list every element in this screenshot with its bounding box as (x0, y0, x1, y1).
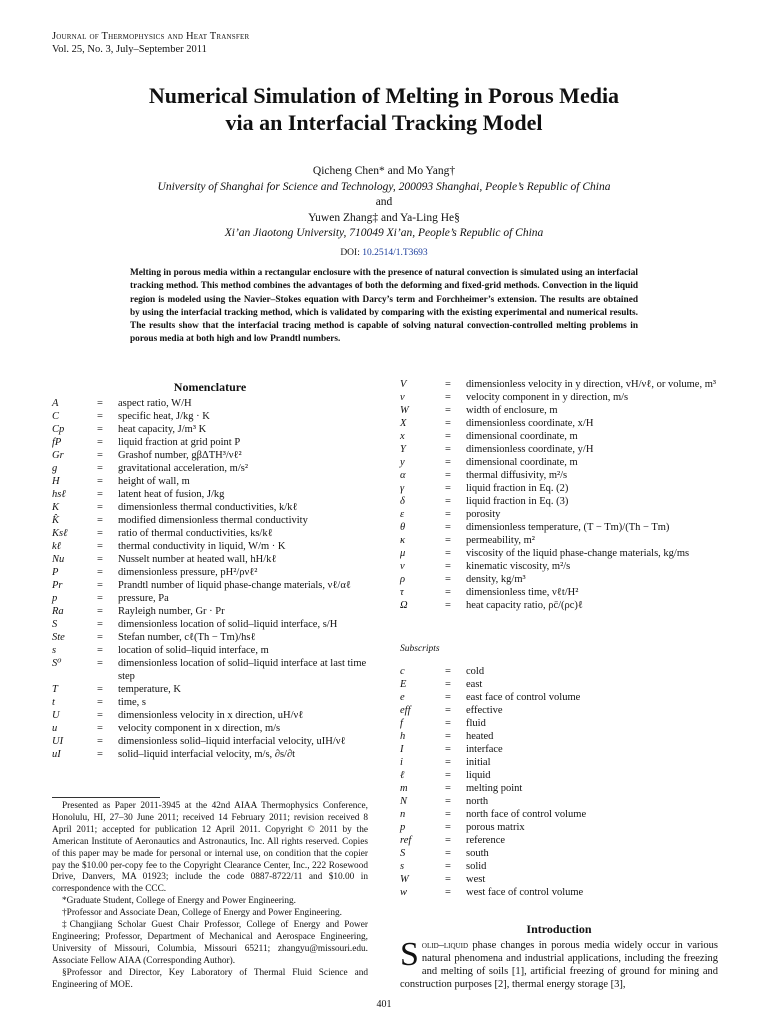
nomenclature-row (400, 521, 718, 534)
nomenclature-symbol: Ste (52, 632, 65, 643)
nomenclature-definition: south (466, 848, 489, 859)
nomenclature-row (52, 735, 368, 748)
nomenclature-row (400, 886, 718, 899)
nomenclature-definition: liquid fraction in Eq. (3) (466, 496, 569, 507)
nomenclature-row (52, 722, 368, 735)
equals-sign: = (97, 437, 103, 448)
nomenclature-row (400, 560, 718, 573)
nomenclature-row (400, 456, 718, 469)
nomenclature-definition: solid (466, 861, 487, 872)
authors-group-1: Qicheng Chen* and Mo Yang† (312, 165, 456, 177)
equals-sign: = (97, 515, 103, 526)
footnote-author-2: †Professor and Associate Dean, College of Energy and Power Engineering. (62, 908, 342, 919)
nomenclature-definition: gravitational acceleration, m/s² (118, 463, 248, 474)
nomenclature-row (400, 508, 718, 521)
nomenclature-symbol: T (52, 684, 58, 695)
nomenclature-definition: dimensionless velocity in y direction, vH/νℓ, or volume, m³ (466, 379, 717, 390)
nomenclature-definition: dimensional coordinate, m (466, 457, 578, 468)
nomenclature-row (52, 709, 368, 722)
nomenclature-row (400, 443, 718, 456)
footnote-presented: Presented as Paper 2011-3945 at the 42nd AIAA Thermophysics Conference, Honolulu, HI, 27–30 June 2011; received 14 February 2011; revision received 8 April 2011; accepted for publication 12 April 2011. Copyright © 2011 by the American Institute of Aeronautics and Astronautics, Inc. All rights reserved. Copies of this paper may be made for personal or internal use, on condition that the copier pay the $10.00 per-copy fee to the Copyright Clearance Center, Inc., 222 Rosewood Drive, Danvers, MA 01923; include the code 0887-8722/11 and $10.00 in correspondence with the CCC. (52, 801, 368, 895)
equals-sign: = (445, 483, 451, 494)
abstract: Melting in porous media within a rectangular enclosure with the presence of natural convection is simulated using an interfacial tracking method. This method combines the advantages of both the deforming and fixed-grid methods. Convection in the liquid region is modeled using the Navier–Stokes equation with Darcy’s term and Forchheimer’s extension. The results are obtained by using the interfacial tracking method, which is validated by comparing with the existing experimental and numerical results. The results show that the interfacial tracing method is capable of solving natural convection-controlled melting problems in porous media at both high and low Prandtl numbers. (130, 268, 638, 345)
nomenclature-definition: dimensionless pressure, pH²/ρνℓ² (118, 567, 258, 578)
nomenclature-symbol: n (400, 809, 406, 820)
equals-sign: = (445, 822, 451, 833)
title-line-2: via an Interfacial Tracking Model (225, 110, 543, 135)
nomenclature-definition: liquid (466, 770, 491, 781)
nomenclature-definition: Nusselt number at heated wall, hH/kℓ (118, 554, 277, 565)
nomenclature-symbol: ℓ (400, 770, 405, 781)
nomenclature-row (52, 488, 368, 501)
equals-sign: = (445, 444, 451, 455)
nomenclature-definition: porous matrix (466, 822, 525, 833)
nomenclature-definition: liquid fraction at grid point P (118, 437, 241, 448)
equals-sign: = (97, 502, 103, 513)
nomenclature-symbol: m (400, 783, 408, 794)
nomenclature-row (52, 410, 368, 423)
equals-sign: = (445, 757, 451, 768)
nomenclature-symbol: A (52, 398, 59, 409)
nomenclature-symbol: v (400, 392, 405, 403)
equals-sign: = (445, 874, 451, 885)
equals-sign: = (445, 770, 451, 781)
drop-cap: S (400, 936, 419, 973)
nomenclature-symbol: f (400, 718, 403, 729)
nomenclature-row (52, 462, 368, 475)
nomenclature-row (400, 847, 718, 860)
equals-sign: = (445, 887, 451, 898)
footnote-block (52, 801, 368, 992)
nomenclature-symbol: kℓ (52, 541, 62, 552)
nomenclature-row (52, 527, 368, 540)
nomenclature-definition: dimensionless location of solid–liquid interface at last time step (118, 658, 367, 682)
nomenclature-definition: north (466, 796, 489, 807)
nomenclature-row (52, 397, 368, 410)
nomenclature-symbol: Ra (52, 606, 64, 617)
nomenclature-row (52, 683, 368, 696)
nomenclature-symbol: ref (400, 835, 412, 846)
nomenclature-definition: dimensionless time, νℓt/H² (466, 587, 579, 598)
equals-sign: = (445, 457, 451, 468)
nomenclature-symbol: fP (52, 437, 62, 448)
nomenclature-row (400, 873, 718, 886)
nomenclature-row (400, 730, 718, 743)
equals-sign: = (445, 522, 451, 533)
footnote-divider (52, 797, 160, 798)
nomenclature-row (52, 748, 368, 761)
equals-sign: = (97, 710, 103, 721)
nomenclature-definition: north face of control volume (466, 809, 587, 820)
nomenclature-row (400, 860, 718, 873)
nomenclature-row (52, 423, 368, 436)
nomenclature-row (52, 553, 368, 566)
nomenclature-definition: liquid fraction in Eq. (2) (466, 483, 569, 494)
nomenclature-row (400, 834, 718, 847)
nomenclature-symbol: g (52, 463, 58, 474)
author-block (0, 164, 768, 261)
nomenclature-definition: effective (466, 705, 503, 716)
nomenclature-symbol: W (400, 405, 409, 416)
equals-sign: = (445, 848, 451, 859)
nomenclature-symbol: μ (400, 548, 406, 559)
nomenclature-row (52, 631, 368, 644)
page-number: 401 (376, 999, 392, 1010)
nomenclature-definition: height of wall, m (118, 476, 190, 487)
subscripts-list (400, 665, 718, 899)
nomenclature-symbol: U (52, 710, 60, 721)
nomenclature-symbol: ν (400, 561, 405, 572)
equals-sign: = (97, 580, 103, 591)
nomenclature-symbol: θ (400, 522, 406, 533)
nomenclature-definition: fluid (466, 718, 486, 729)
equals-sign: = (445, 574, 451, 585)
nomenclature-row (400, 378, 718, 391)
nomenclature-row (400, 769, 718, 782)
nomenclature-row (400, 704, 718, 717)
nomenclature-symbol: S⁰ (52, 658, 62, 669)
equals-sign: = (97, 606, 103, 617)
footnote-author-4: §Professor and Director, Key Laboratory of Thermal Fluid Science and Engineering of MOE. (52, 967, 368, 990)
equals-sign: = (445, 744, 451, 755)
nomenclature-definition: Stefan number, cℓ(Th − Tm)/hsℓ (118, 632, 256, 643)
nomenclature-definition: solid–liquid interfacial velocity, m/s, ∂s/∂t (118, 749, 296, 760)
nomenclature-definition: dimensional coordinate, m (466, 431, 578, 442)
nomenclature-row (400, 586, 718, 599)
authors-group-2: Yuwen Zhang‡ and Ya-Ling He§ (308, 211, 460, 224)
nomenclature-symbol: eff (400, 705, 411, 716)
equals-sign: = (97, 554, 103, 565)
nomenclature-row (52, 657, 368, 683)
nomenclature-row (52, 605, 368, 618)
nomenclature-row (400, 534, 718, 547)
footnote-author-3: ‡Changjiang Scholar Guest Chair Professor, College of Energy and Power Engineering; Professor, Department of Mechanical and Aerospace Engineering, University of Missouri, Columbia, Missouri 65211; zhangyu@missouri.edu. Associate Fellow AIAA (Corresponding Author). (52, 920, 368, 966)
nomenclature-definition: modified dimensionless thermal conductivity (118, 515, 308, 526)
nomenclature-definition: west face of control volume (466, 887, 584, 898)
journal-volume: Vol. 25, No. 3, July–September 2011 (52, 44, 207, 55)
nomenclature-row (52, 566, 368, 579)
nomenclature-symbol: u (52, 723, 58, 734)
nomenclature-row (400, 743, 718, 756)
nomenclature-symbol: Gr (52, 450, 64, 461)
nomenclature-definition: dimensionless location of solid–liquid interface, s/H (118, 619, 338, 630)
nomenclature-symbol: h (400, 731, 406, 742)
nomenclature-row (400, 665, 718, 678)
nomenclature-symbol: X (400, 418, 407, 429)
equals-sign: = (97, 723, 103, 734)
equals-sign: = (97, 476, 103, 487)
nomenclature-symbol: w (400, 887, 408, 898)
nomenclature-symbol: t (52, 697, 55, 708)
equals-sign: = (97, 749, 103, 760)
nomenclature-definition: heat capacity, J/m³ K (118, 424, 207, 435)
equals-sign: = (445, 835, 451, 846)
nomenclature-symbol: τ (400, 587, 404, 598)
nomenclature-definition: heated (466, 731, 494, 742)
nomenclature-symbol: K̂ (52, 515, 60, 526)
equals-sign: = (445, 509, 451, 520)
nomenclature-row (400, 599, 718, 612)
introduction-heading: Introduction (526, 922, 592, 936)
nomenclature-symbol: Ω (400, 600, 408, 611)
nomenclature-symbol: p (52, 593, 58, 604)
nomenclature-row (400, 678, 718, 691)
equals-sign: = (445, 561, 451, 572)
introduction-text (400, 936, 718, 991)
nomenclature-symbol: ρ (400, 574, 406, 585)
nomenclature-definition: east (466, 679, 483, 690)
equals-sign: = (445, 731, 451, 742)
intro-body: phase changes in porous media widely occur in various natural phenomena and industrial applications, including the freezing and melting of soils [1], artificial freezing of ground for mining and construction purposes [2], thermal energy storage [3], (400, 940, 718, 990)
equals-sign: = (445, 418, 451, 429)
nomenclature-definition: heat capacity ratio, ρc̄/(ρc)ℓ (466, 600, 583, 611)
nomenclature-symbol: Cp (52, 424, 65, 435)
doi-link[interactable]: 10.2514/1.T3693 (362, 247, 428, 258)
nomenclature-definition: dimensionless solid–liquid interfacial velocity, uIH/νℓ (118, 736, 346, 747)
nomenclature-symbol: UI (52, 736, 64, 747)
nomenclature-row (52, 644, 368, 657)
nomenclature-definition: specific heat, J/kg · K (118, 411, 210, 422)
equals-sign: = (445, 861, 451, 872)
nomenclature-row (400, 404, 718, 417)
equals-sign: = (97, 632, 103, 643)
nomenclature-row (400, 547, 718, 560)
equals-sign: = (97, 645, 103, 656)
nomenclature-definition: interface (466, 744, 503, 755)
nomenclature-definition: thermal diffusivity, m²/s (466, 470, 568, 481)
nomenclature-symbol: H (52, 476, 60, 487)
equals-sign: = (445, 392, 451, 403)
nomenclature-symbol: C (52, 411, 60, 422)
nomenclature-left-list (52, 397, 368, 761)
nomenclature-definition: kinematic viscosity, m²/s (466, 561, 571, 572)
equals-sign: = (97, 489, 103, 500)
nomenclature-row (400, 795, 718, 808)
nomenclature-row (400, 717, 718, 730)
equals-sign: = (445, 666, 451, 677)
nomenclature-symbol: κ (400, 535, 406, 546)
equals-sign: = (97, 567, 103, 578)
nomenclature-definition: time, s (118, 697, 146, 708)
nomenclature-row (52, 540, 368, 553)
nomenclature-definition: latent heat of fusion, J/kg (118, 489, 225, 500)
nomenclature-definition: temperature, K (118, 684, 181, 695)
nomenclature-definition: dimensionless coordinate, y/H (466, 444, 594, 455)
nomenclature-row (400, 482, 718, 495)
title-line-1: Numerical Simulation of Melting in Porous Media (148, 83, 620, 108)
equals-sign: = (97, 619, 103, 630)
equals-sign: = (445, 809, 451, 820)
nomenclature-symbol: y (400, 457, 405, 468)
nomenclature-symbol: c (400, 666, 405, 677)
equals-sign: = (445, 470, 451, 481)
nomenclature-row (52, 592, 368, 605)
nomenclature-definition: Rayleigh number, Gr · Pr (118, 606, 225, 617)
equals-sign: = (445, 535, 451, 546)
nomenclature-definition: porosity (466, 509, 501, 520)
nomenclature-row (52, 696, 368, 709)
intro-lead: olid–liquid (421, 940, 468, 951)
nomenclature-symbol: i (400, 757, 403, 768)
nomenclature-symbol: V (400, 379, 407, 390)
nomenclature-definition: west (466, 874, 486, 885)
nomenclature-definition: aspect ratio, W/H (118, 398, 192, 409)
nomenclature-definition: melting point (466, 783, 523, 794)
affiliation-1: University of Shanghai for Science and Technology, 200093 Shanghai, People’s Republic of China (157, 180, 611, 193)
equals-sign: = (97, 411, 103, 422)
authors-and: and (375, 196, 393, 208)
nomenclature-row (400, 691, 718, 704)
equals-sign: = (445, 496, 451, 507)
nomenclature-definition: permeability, m² (466, 535, 535, 546)
nomenclature-symbol: α (400, 470, 406, 481)
nomenclature-row (52, 501, 368, 514)
nomenclature-definition: dimensionless coordinate, x/H (466, 418, 594, 429)
nomenclature-symbol: Ksℓ (52, 528, 68, 539)
nomenclature-row (52, 475, 368, 488)
equals-sign: = (445, 692, 451, 703)
nomenclature-symbol: S (400, 848, 406, 859)
equals-sign: = (97, 398, 103, 409)
subscripts-heading: Subscripts (400, 644, 440, 654)
nomenclature-definition: ratio of thermal conductivities, ks/kℓ (118, 528, 273, 539)
nomenclature-row (400, 495, 718, 508)
nomenclature-row (52, 618, 368, 631)
equals-sign: = (445, 679, 451, 690)
nomenclature-definition: density, kg/m³ (466, 574, 526, 585)
nomenclature-symbol: x (400, 431, 405, 442)
equals-sign: = (445, 405, 451, 416)
nomenclature-symbol: ε (400, 509, 405, 520)
equals-sign: = (97, 528, 103, 539)
nomenclature-definition: east face of control volume (466, 692, 581, 703)
equals-sign: = (445, 379, 451, 390)
nomenclature-symbol: I (400, 744, 404, 755)
affiliation-2: Xi’an Jiaotong University, 710049 Xi’an, People’s Republic of China (224, 227, 544, 239)
nomenclature-symbol: Pr (52, 580, 63, 591)
nomenclature-definition: velocity component in x direction, m/s (118, 723, 281, 734)
nomenclature-row (400, 573, 718, 586)
nomenclature-definition: reference (466, 835, 506, 846)
nomenclature-definition: Prandtl number of liquid phase-change materials, νℓ/αℓ (118, 580, 351, 591)
equals-sign: = (97, 463, 103, 474)
footnote-author-1: *Graduate Student, College of Energy and Power Engineering. (62, 896, 296, 907)
nomenclature-definition: location of solid–liquid interface, m (118, 645, 269, 656)
nomenclature-definition: width of enclosure, m (466, 405, 558, 416)
nomenclature-symbol: Nu (52, 554, 65, 565)
equals-sign: = (97, 593, 103, 604)
nomenclature-symbol: γ (400, 483, 405, 494)
nomenclature-symbol: E (400, 679, 407, 690)
nomenclature-definition: cold (466, 666, 485, 677)
nomenclature-symbol: Y (400, 444, 406, 455)
nomenclature-definition: dimensionless temperature, (T − Tm)/(Th − Tm) (466, 522, 670, 533)
equals-sign: = (445, 705, 451, 716)
equals-sign: = (97, 684, 103, 695)
nomenclature-symbol: N (400, 796, 408, 807)
nomenclature-symbol: hsℓ (52, 489, 66, 500)
equals-sign: = (97, 541, 103, 552)
nomenclature-row (52, 449, 368, 462)
nomenclature-definition: viscosity of the liquid phase-change materials, kg/ms (466, 548, 690, 559)
nomenclature-definition: thermal conductivity in liquid, W/m · K (118, 541, 286, 552)
nomenclature-definition: initial (466, 757, 491, 768)
nomenclature-right-list (400, 378, 718, 612)
equals-sign: = (97, 424, 103, 435)
nomenclature-symbol: p (400, 822, 406, 833)
nomenclature-symbol: s (52, 645, 57, 656)
nomenclature-row (52, 436, 368, 449)
equals-sign: = (445, 783, 451, 794)
equals-sign: = (445, 600, 451, 611)
nomenclature-row (400, 756, 718, 769)
journal-header (52, 30, 249, 56)
nomenclature-row (400, 469, 718, 482)
doi-label: DOI: (340, 247, 360, 258)
nomenclature-row (400, 417, 718, 430)
nomenclature-symbol: uI (52, 749, 61, 760)
equals-sign: = (97, 697, 103, 708)
nomenclature-row (52, 579, 368, 592)
nomenclature-symbol: S (52, 619, 58, 630)
journal-name: Journal of Thermophysics and Heat Transfer (52, 31, 250, 42)
nomenclature-definition: velocity component in y direction, m/s (466, 392, 629, 403)
nomenclature-row (400, 430, 718, 443)
nomenclature-symbol: W (400, 874, 409, 885)
nomenclature-symbol: δ (400, 496, 405, 507)
equals-sign: = (97, 736, 103, 747)
nomenclature-definition: pressure, Pa (118, 593, 169, 604)
nomenclature-row (400, 391, 718, 404)
nomenclature-definition: dimensionless velocity in x direction, uH/νℓ (118, 710, 304, 721)
equals-sign: = (445, 796, 451, 807)
equals-sign: = (445, 548, 451, 559)
equals-sign: = (97, 450, 103, 461)
nomenclature-symbol: P (52, 567, 59, 578)
doi-line (0, 246, 768, 262)
nomenclature-symbol: s (400, 861, 405, 872)
nomenclature-row (400, 821, 718, 834)
nomenclature-row (400, 808, 718, 821)
nomenclature-definition: Grashof number, gβΔTH³/νℓ² (118, 450, 242, 461)
equals-sign: = (97, 658, 103, 669)
equals-sign: = (445, 587, 451, 598)
equals-sign: = (445, 718, 451, 729)
equals-sign: = (445, 431, 451, 442)
nomenclature-row (52, 514, 368, 527)
nomenclature-row (400, 782, 718, 795)
nomenclature-heading: Nomenclature (173, 380, 247, 394)
nomenclature-definition: dimensionless thermal conductivities, k/kℓ (118, 502, 298, 513)
paper-title (0, 82, 768, 136)
nomenclature-symbol: e (400, 692, 405, 703)
nomenclature-symbol: K (52, 502, 60, 513)
